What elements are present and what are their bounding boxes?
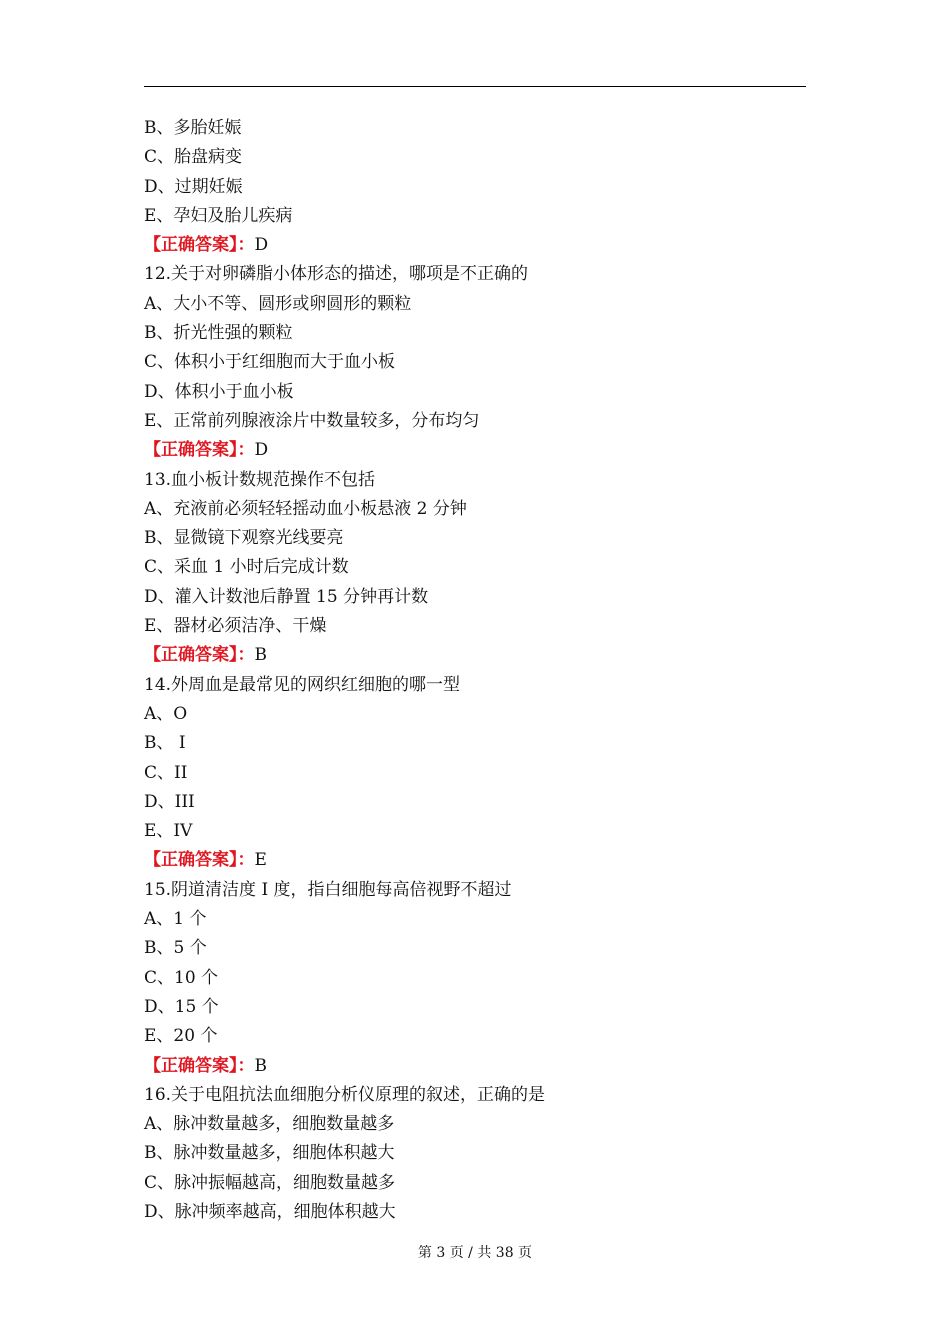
option-text: D、过期妊娠 xyxy=(144,176,243,197)
option-text: D、体积小于血小板 xyxy=(144,381,294,402)
option-text: A、1 个 xyxy=(144,909,207,930)
option-text: A、脉冲数量越多，细胞数量越多 xyxy=(144,1114,395,1135)
option-text: B、脉冲数量越多，细胞体积越大 xyxy=(144,1143,395,1164)
option-text: E、正常前列腺液涂片中数量较多，分布均匀 xyxy=(144,410,480,431)
answer-label: 【正确答案】： xyxy=(144,235,255,256)
question-text: 12.关于对卵磷脂小体形态的描述，哪项是不正确的 xyxy=(144,264,529,285)
page-footer: 第 3 页 / 共 38 页 xyxy=(417,1245,533,1261)
answer-label: 【正确答案】： xyxy=(144,1055,255,1076)
question-text: 15.阴道清洁度 I 度，指白细胞每高倍视野不超过 xyxy=(144,879,512,900)
answer-value: B xyxy=(254,1055,267,1076)
option-text: B、显微镜下观察光线要亮 xyxy=(144,528,344,549)
option-text: C、10 个 xyxy=(144,967,219,988)
answer-value: D xyxy=(254,235,269,256)
header-rule xyxy=(144,86,806,87)
option-text: D、III xyxy=(144,791,195,812)
option-text: C、II xyxy=(144,762,188,783)
option-text: C、脉冲振幅越高，细胞数量越多 xyxy=(144,1172,396,1193)
question-text: 16.关于电阻抗法血细胞分析仪原理的叙述，正确的是 xyxy=(144,1084,546,1105)
option-text: E、20 个 xyxy=(144,1026,218,1047)
option-text: A、O xyxy=(144,703,188,724)
answer-line xyxy=(144,231,806,260)
option-text: C、采血 1 小时后完成计数 xyxy=(144,557,349,578)
document-body xyxy=(144,114,806,1227)
option-text: E、孕妇及胎儿疾病 xyxy=(144,205,293,226)
answer-line xyxy=(144,436,806,465)
option-text: B、 I xyxy=(144,733,186,754)
option-text: C、体积小于红细胞而大于血小板 xyxy=(144,352,396,373)
option-text: D、灌入计数池后静置 15 分钟再计数 xyxy=(144,586,429,607)
option-text: D、脉冲频率越高，细胞体积越大 xyxy=(144,1201,396,1222)
answer-value: D xyxy=(254,440,269,461)
answer-line xyxy=(144,1052,806,1081)
answer-label: 【正确答案】： xyxy=(144,645,255,666)
option-text: A、充液前必须轻轻摇动血小板悬液 2 分钟 xyxy=(144,498,467,519)
answer-value: B xyxy=(254,645,267,666)
answer-line xyxy=(144,641,806,670)
question-text: 14.外周血是最常见的网织红细胞的哪一型 xyxy=(144,674,461,695)
question-text: 13.血小板计数规范操作不包括 xyxy=(144,469,376,490)
option-text: E、IV xyxy=(144,821,193,842)
answer-line xyxy=(144,846,806,875)
answer-label: 【正确答案】： xyxy=(144,440,255,461)
option-text: B、多胎妊娠 xyxy=(144,118,242,138)
option-text: A、大小不等、圆形或卵圆形的颗粒 xyxy=(144,293,412,314)
option-text: E、器材必须洁净、干燥 xyxy=(144,616,327,637)
answer-label: 【正确答案】： xyxy=(144,850,255,871)
option-text: D、15 个 xyxy=(144,996,219,1017)
option-text: B、5 个 xyxy=(144,938,207,959)
option-text: C、胎盘病变 xyxy=(144,147,243,168)
answer-value: E xyxy=(254,850,267,871)
option-text: B、折光性强的颗粒 xyxy=(144,323,293,344)
